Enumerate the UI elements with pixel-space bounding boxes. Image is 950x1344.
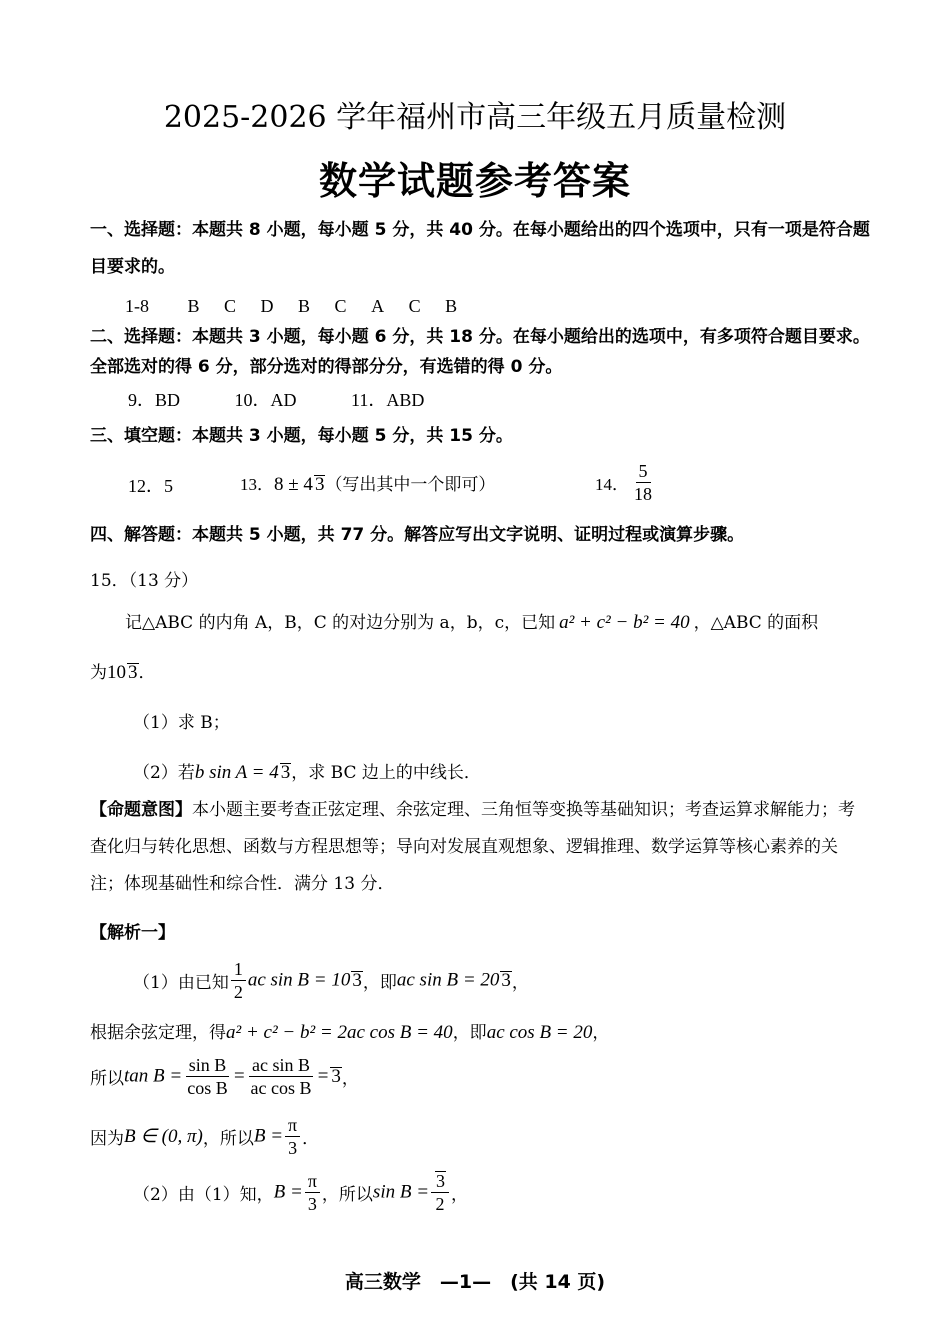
analysis-label: 【解析一】 xyxy=(90,923,175,943)
q15-part2: （2）若b sin A = 4 3，求 BC 边上的中线长． xyxy=(133,762,481,783)
section2-answers xyxy=(128,386,424,412)
solution-step1: （1）由已知 $\frac{1}{2}$ ac sin B = 10 3，即ac sin B = 20 3， xyxy=(133,959,529,1002)
answer-1: B xyxy=(187,296,200,316)
document-subtitle: 数学试题参考答案 xyxy=(318,159,631,203)
answer-13: 13．8 ± 4 3（写出其中一个即可） xyxy=(240,474,496,495)
answer-9: 9．BD xyxy=(128,390,181,410)
answer-3: D xyxy=(260,296,274,316)
fraction-5-18: $\frac{5}{18}$ xyxy=(634,461,652,504)
section3-heading: 三、填空题：本题共 3 小题，每小题 5 分，共 15 分。 xyxy=(90,426,513,446)
answer-10: 10．AD xyxy=(234,390,297,410)
section1-heading: 一、选择题：本题共 8 小题，每小题 5 分，共 40 分。在每小题给出的四个选项中，只有一项是符合题目要求的。 xyxy=(90,220,870,277)
q15-intent: 【命题意图】本小题主要考查正弦定理、余弦定理、三角恒等变换等基础知识；考查运算求解能力；考查化归与转化思想、函数与方程思想等；导向对发展直观想象、逻辑推理、数学运算等核心素养的关注；体现基础性和综合性．满分 13 分． xyxy=(90,800,855,894)
solution-step4: 因为B ∈ (0, π)，所以B = $\frac{\pi}{3}$ ． xyxy=(90,1115,320,1158)
solution-step5: （2）由（1）知，B = $\frac{\pi}{3}$ ，所以sin B = $\frac{3}{2}$ ， xyxy=(133,1171,469,1214)
answer-7: C xyxy=(408,296,421,316)
answer-6: A xyxy=(371,296,385,316)
answer-11: 11．ABD xyxy=(351,390,425,410)
answer-5: C xyxy=(334,296,347,316)
page-footer: 高三数学 —1— (共 14 页) xyxy=(344,1271,606,1293)
section4-heading: 四、解答题：本题共 5 小题，共 77 分。解答应写出文字说明、证明过程或演算步骤。 xyxy=(90,525,745,545)
answer-4: B xyxy=(298,296,311,316)
q15-stem-line1: 记△ABC 的内角 A，B，C 的对边分别为 a，b，c，已知 a² + c² − b² = 40 ，△ABC 的面积 xyxy=(125,612,819,633)
answer-14: 14． $\frac{5}{18}$ xyxy=(595,460,657,505)
q15-stem-line2: 为10 3． xyxy=(90,662,156,683)
answer-2: C xyxy=(224,296,237,316)
section2-heading: 二、选择题：本题共 3 小题，每小题 6 分，共 18 分。在每小题给出的选项中，有多项符合题目要求。全部选对的得 6 分，部分选对的得部分分，有选错的得 0 分。 xyxy=(90,327,870,377)
answer-12: 12．5 xyxy=(128,476,173,496)
q15-part1: （1）求 B； xyxy=(133,713,230,733)
answer-8: B xyxy=(445,296,458,316)
solution-step3: 所以tan B = $\frac{\text{sin B}}{\text{cos B}}$ = $\frac{\text{ac sin B}}{\text{ac cos B}}$ = 3， xyxy=(90,1055,359,1098)
q15-label: 15．（13 分） xyxy=(90,571,199,591)
sqrt-3: 3 xyxy=(314,474,325,495)
section1-answers xyxy=(125,296,477,317)
solution-step2: 根据余弦定理，得a² + c² − b² = 2ac cos B = 40，即ac cos B = 20， xyxy=(90,1022,610,1043)
exam-title: 2025-2026 学年福州市高三年级五月质量检测 xyxy=(163,100,787,135)
section1-range: 1-8 xyxy=(125,296,149,316)
